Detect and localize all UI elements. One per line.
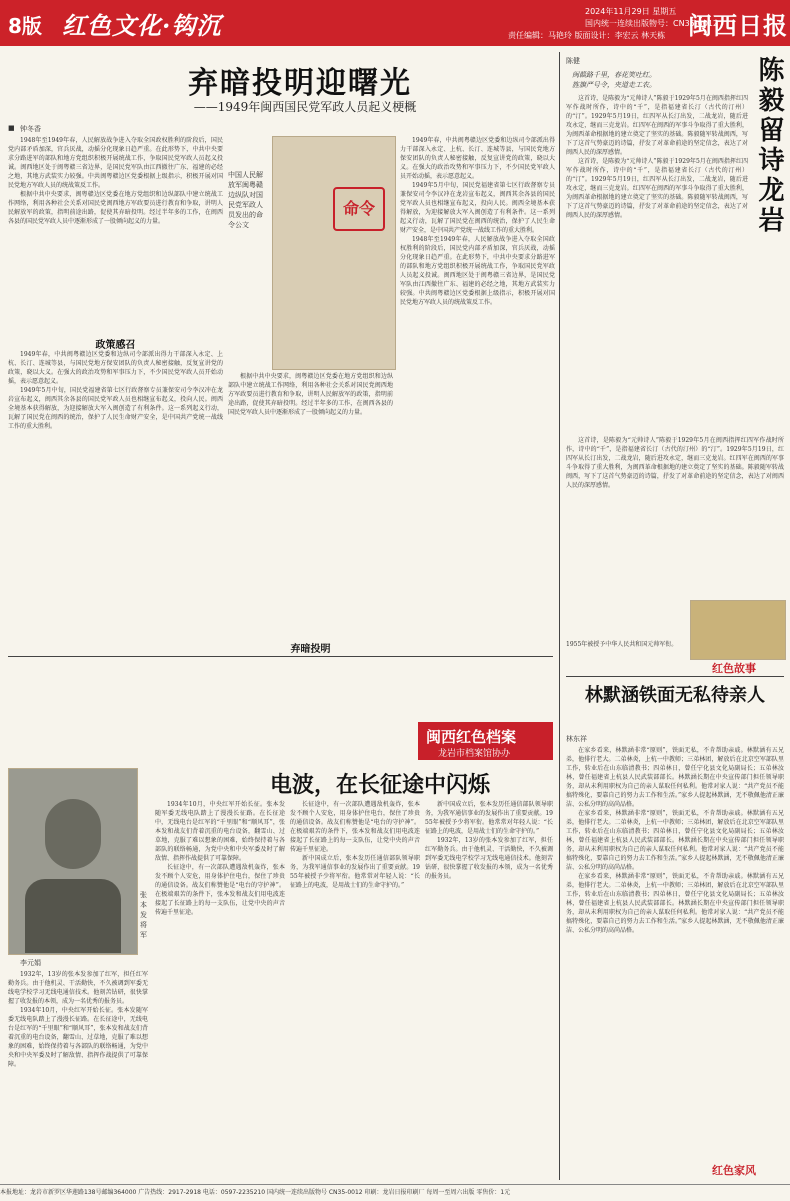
article1-paragraph: 1949年春，中共闽粤赣边区党委和边纵司令部派出得力干部深入永定、上杭、长汀、连城等县，与国民党地方保安团队的负责人秘密接触，反复宣讲党的政策，晓以大义。在强大的政治攻势和军事压力下，不少国民党军政人员开始动摇，表示愿意起义。	[400, 137, 555, 180]
article2-paragraph: 这首诗，是陈毅为“元帅诗人”陈毅于1929年5月在闽西指挥红四军作战时所作，诗中的“千”，是指福建省长汀（古代的汀州）的“汀”。1929年5月19日，红四军从长汀出发，二战龙岩，随后进攻永定，继而三克龙岩。红四军在闽西的军事斗争取得了重大胜利，为闽西革命根据地的建立奠定了坚实的基础。陈毅随军转战闽西，写下了这首气势豪迈的诗篇，抒发了对革命前途的坚定信念，表达了对闽西人民的深厚感情。	[566, 158, 748, 219]
horizontal-divider	[8, 656, 553, 657]
article4-body-col4	[425, 800, 553, 1180]
article2-author: 陈健	[566, 57, 580, 65]
article1-paragraph: 1949年春，中共闽粤赣边区党委和边纵司令部派出得力干部深入永定、上杭、长汀、连城等县，与国民党地方保安团队的负责人秘密接触，反复宣讲党的政策，晓以大义。在强大的政治攻势和军事压力下，不少国民党军政人员开始动摇，表示愿意起义。	[8, 351, 223, 385]
article2-title: 陈毅留诗龙岩	[754, 56, 784, 236]
poem-line-1: 闽赣路千里，春花笑吐红。	[572, 71, 656, 79]
article3-paragraph: 在家乡看来，林默涵非常“原则”，铁面无私，不肯帮助亲戚。林默涵有五兄弟，他排行老大。二弟林炎，上杭一中教师；三弟林团，解放后在北京空军部队里工作，转业后在山东临清教书；四弟林日，曾任宁化县文化局副局长；五弟林汝林，曾任福建省上杭县人民武装部部长。林默涵长期在中央宣传部门担任领导职务，却从未利用职权为自己的亲人谋取任何私利。他常对家人说：“共产党员不能搞特殊化，要靠自己的努力去工作和生活。”家乡人提起林默涵，无不敬佩他清正廉洁、公私分明的高尚品格。	[566, 873, 784, 934]
article1-title: 弃暗投明迎曙光	[188, 66, 412, 101]
article1-subtitle: ——1949年闽西国民党军政人员起义梗概	[193, 100, 417, 114]
archive-box	[418, 722, 553, 760]
article4-body-col1	[8, 970, 148, 1180]
article4-body-col3	[290, 800, 420, 1180]
article1-section-c: 弃暗投明	[290, 644, 331, 655]
article1-body-col2	[228, 372, 393, 652]
article4-title: 电波，在长征途中闪烁	[269, 772, 490, 798]
red-story-tag: 红色故事	[712, 662, 756, 675]
article2-paragraph: 这首诗，是陈毅为“元帅诗人”陈毅于1929年5月在闽西指挥红四军作战时所作，诗中的“千”，是指福建省长汀（古代的汀州）的“汀”。1929年5月19日，红四军从长汀出发，二战龙岩，随后进攻永定，继而三克龙岩。红四军在闽西的军事斗争取得了重大胜利，为闽西革命根据地的建立奠定了坚实的基础。陈毅随军转战闽西，写下了这首气势豪迈的诗篇，抒发了对革命前途的坚定信念，表达了对闽西人民的深厚感情。	[566, 95, 748, 156]
article1-author-mark: ■	[8, 124, 15, 132]
article2-photo-caption: 1955年被授予中华人民共和国元帅军衔。	[566, 641, 678, 648]
section-title: 红色文化·钩沉	[62, 11, 222, 40]
article3-paragraph: 在家乡看来，林默涵非常“原则”，铁面无私，不肯帮助亲戚。林默涵有五兄弟，他排行老大。二弟林炎，上杭一中教师；三弟林团，解放后在北京空军部队里工作，转业后在山东临清教书；四弟林日，曾任宁化县文化局副局长；五弟林汝林，曾任福建省上杭县人民武装部部长。林默涵长期在中央宣传部门担任领导职务，却从未利用职权为自己的亲人谋取任何私利。他常对家人说：“共产党员不能搞特殊化，要靠自己的努力去工作和生活。”家乡人提起林默涵，无不敬佩他清正廉洁、公私分明的高尚品格。	[566, 747, 784, 808]
order-document-photo	[272, 136, 396, 370]
poem-line-2: 旌旗严号令，夹道走工农。	[572, 81, 656, 89]
article4-paragraph: 新中国成立后，张本发历任通信部队领导职务，为我军通信事业的发展作出了重要贡献。1955年被授予少将军衔。他常常对年轻人说：“长征路上的电波，是用战士们的生命守护的。”	[290, 855, 420, 889]
page-footer: 本报地址：龙岩市新罗区华莲路138号邮编364000 广告热线：2917-2918 电话：0597-2235210 国内统一连续出版物号 CN35-0012 印刷：龙岩日报印刷厂 每周一至周六出版 零售价：1元	[0, 1184, 790, 1201]
article4-body-col2	[155, 800, 285, 1180]
article4-paragraph: 新中国成立后，张本发历任通信部队领导职务，为我军通信事业的发展作出了重要贡献。1955年被授予少将军衔。他常常对年轻人说：“长征路上的电波，是用战士们的生命守护的。”	[425, 801, 553, 835]
editor-credits: 责任编辑：马艳玲 版面设计：李宏云 林天栋	[508, 31, 666, 40]
newspaper-logo: 闽西日报	[688, 11, 788, 40]
article1-body-col3	[400, 136, 555, 652]
issue-date: 2024年11月29日 星期五	[585, 7, 677, 16]
article1-paragraph: 1948年至1949年春，人民解放战争进入夺取全国政权胜利的阶段后，国民党内部矛盾加深，官兵厌战，动摇分化现象日趋严重。在此形势下，中共中央要求分路进军的部队和地方党组织积极开展统战工作，争取国民党军政人员起义投诚。闽西地区处于闽粤赣三省边界，是国民党军队由江西撤往广东、福建的必经之地，其地方武装实力较强。中共闽粤赣边区党委根据上级指示，积极开展对国民党地方军政人员的统战策反工作。	[400, 236, 555, 306]
article4-paragraph: 长征途中，有一次部队遭遇敌机轰炸，张本发不顾个人安危，用身体护住电台，保住了珍贵的通信设备。战友们称赞他是“电台的守护神”。在极端艰苦的条件下，张本发和战友们用电波连接起了长征路上的每一支队伍，让党中央的声音传遍千里征途。	[290, 801, 420, 853]
article1-body-col1	[8, 136, 223, 336]
portrait-head-shape	[45, 799, 101, 869]
right-divider	[566, 676, 784, 677]
page-banner	[0, 0, 790, 46]
article2-paragraph: 这首诗，是陈毅为“元帅诗人”陈毅于1929年5月在闽西指挥红四军作战时所作，诗中的“千”，是指福建省长汀（古代的汀州）的“汀”。1929年5月19日，红四军从长汀出发，二战龙岩，随后进攻永定，继而三克龙岩。红四军在闽西的军事斗争取得了重大胜利，为闽西革命根据地的建立奠定了坚实的基础。陈毅随军转战闽西，写下了这首气势豪迈的诗篇，抒发了对革命前途的坚定信念，表达了对闽西人民的深厚感情。	[566, 437, 784, 489]
red-family-tag: 红色家风	[712, 1164, 756, 1177]
red-seal-stamp: 命令	[333, 187, 385, 231]
article1-paragraph: 1948年至1949年春，人民解放战争进入夺取全国政权胜利的阶段后，国民党内部矛盾加深，官兵厌战，动摇分化现象日趋严重。在此形势下，中共中央要求分路进军的部队和地方党组织积极开展统战工作，争取国民党军政人员起义投诚。闽西地区处于闽粤赣三省边界，是国民党军队由江西撤往广东、福建的必经之地，其地方武装实力较强。中共闽粤赣边区党委根据上级指示，积极开展对国民党地方军政人员的统战策反工作。	[8, 137, 223, 189]
article1-paragraph: 根据中共中央要求，闽粤赣边区党委在地方党组织和边纵部队中建立统战工作网络，利用各种社会关系对国民党闽西地方军政要员进行教育和争取，讲明人民解放军的政策，指明前途出路，促使其弃暗投明。经过半年多的工作，在闽西各县的国民党军政人员中逐渐形成了一股倾向起义的力量。	[8, 191, 223, 225]
article1-photo-caption: 中国人民解放军闽粤赣边纵队对国民党军政人员发出的命令公文	[228, 171, 263, 229]
column-divider	[559, 52, 560, 1180]
article1-author: 钟冬香	[20, 125, 41, 133]
article4-paragraph: 长征途中，有一次部队遭遇敌机轰炸，张本发不顾个人安危，用身体护住电台，保住了珍贵的通信设备。战友们称赞他是“电台的守护神”。在极端艰苦的条件下，张本发和战友们用电波连接起了长征路上的每一支队伍，让党中央的声音传遍千里征途。	[155, 864, 285, 916]
article3-paragraph: 在家乡看来，林默涵非常“原则”，铁面无私，不肯帮助亲戚。林默涵有五兄弟，他排行老大。二弟林炎，上杭一中教师；三弟林团，解放后在北京空军部队里工作，转业后在山东临清教书；四弟林日，曾任宁化县文化局副局长；五弟林汝林，曾任福建省上杭县人民武装部部长。林默涵长期在中央宣传部门担任领导职务，却从未利用职权为自己的亲人谋取任何私利。他常对家人说：“共产党员不能搞特殊化，要靠自己的努力去工作和生活。”家乡人提起林默涵，无不敬佩他清正廉洁、公私分明的高尚品格。	[566, 810, 784, 871]
article4-photo-caption: 张本发将军	[140, 891, 147, 939]
article3-body	[566, 746, 784, 1156]
page-number: 8版	[8, 14, 42, 38]
tiananmen-photo	[690, 600, 786, 660]
portrait-body-shape	[25, 879, 121, 953]
article4-author: 李元娟	[20, 959, 41, 967]
publication-number: 国内统一连续出版物号：CN35-0012	[585, 19, 718, 28]
article1-paragraph: 1949年5月中旬，国民党福建省第七区行政督察专员兼保安司令李汉冲在龙岩宣布起义，闽西其余各县的国民党军政人员也相继宣布起义，投向人民。闽西全境基本获得解放，为迎接解放大军入闽创造了有利条件。这一系列起义行动，瓦解了国民党在闽西的统治，保护了人民生命财产安全，是中国共产党统一战线工作的重大胜利。	[8, 387, 223, 430]
article3-author: 林东祥	[566, 735, 587, 743]
article3-title: 林默涵铁面无私待亲人	[585, 685, 765, 706]
article1-section-a: 政策感召	[95, 340, 136, 351]
article1-body-col1b	[8, 350, 223, 650]
article4-paragraph: 1932年，13岁的张本发参加了红军，担任红军勤务兵。由于他机灵、干活勤快，不久被调到军委无线电学校学习无线电通信技术。他刻苦钻研，很快掌握了收发报的本领，成为一名优秀的报务员。	[8, 971, 148, 1005]
article4-paragraph: 1934年10月，中央红军开始长征。张本发随军委无线电队踏上了漫漫长征路。在长征途中，无线电台是红军的“千里眼”和“顺风耳”，张本发和战友们背着沉重的电台设备，翻雪山、过草地，克服了难以想象的困难，始终保持着与各部队的联络畅通，为党中央和中央军委及时了解敌情、指挥作战提供了可靠保障。	[155, 801, 285, 862]
article4-paragraph: 1932年，13岁的张本发参加了红军，担任红军勤务兵。由于他机灵、干活勤快，不久被调到军委无线电学校学习无线电通信技术。他刻苦钻研，很快掌握了收发报的本领，成为一名优秀的报务员。	[425, 837, 553, 880]
article1-paragraph: 1949年5月中旬，国民党福建省第七区行政督察专员兼保安司令李汉冲在龙岩宣布起义，闽西其余各县的国民党军政人员也相继宣布起义，投向人民。闽西全境基本获得解放，为迎接解放大军入闽创造了有利条件。这一系列起义行动，瓦解了国民党在闽西的统治，保护了人民生命财产安全，是中国共产党统一战线工作的重大胜利。	[400, 182, 555, 234]
archive-subtitle: 龙岩市档案馆协办	[438, 749, 511, 759]
archive-title: 闽西红色档案	[426, 728, 517, 746]
article4-paragraph: 1934年10月，中央红军开始长征。张本发随军委无线电队踏上了漫漫长征路。在长征途中，无线电台是红军的“千里眼”和“顺风耳”，张本发和战友们背着沉重的电台设备，翻雪山、过草地，克服了难以想象的困难，始终保持着与各部队的联络畅通，为党中央和中央军委及时了解敌情、指挥作战提供了可靠保障。	[8, 1007, 148, 1068]
article2-body-top	[566, 94, 748, 434]
general-portrait-photo	[8, 768, 138, 955]
article1-paragraph: 根据中共中央要求，闽粤赣边区党委在地方党组织和边纵部队中建立统战工作网络，利用各种社会关系对国民党闽西地方军政要员进行教育和争取，讲明人民解放军的政策，指明前途出路，促使其弃暗投明。经过半年多的工作，在闽西各县的国民党军政人员中逐渐形成了一股倾向起义的力量。	[228, 373, 393, 416]
